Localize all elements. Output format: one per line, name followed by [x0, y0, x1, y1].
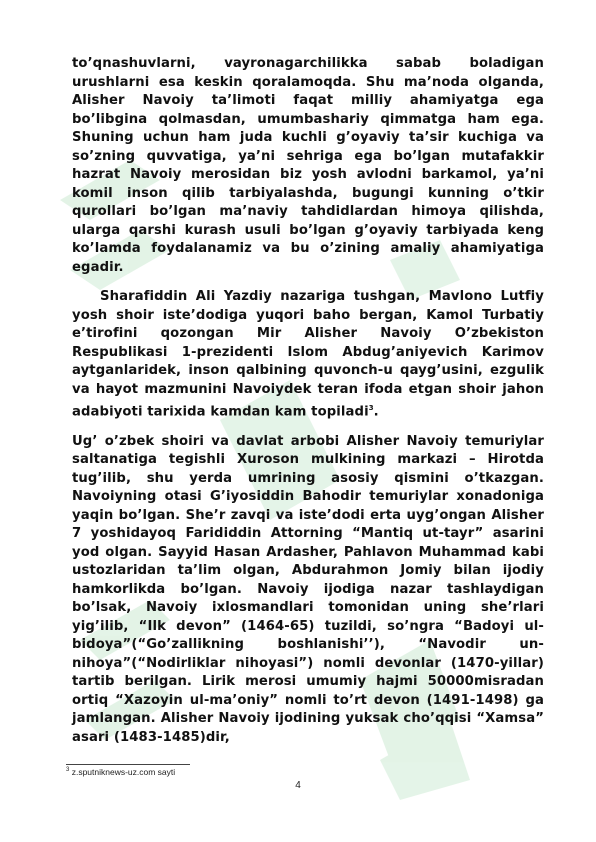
footnote-text: z.sputniknews-uz.com sayti — [69, 767, 176, 777]
page-number: 4 — [295, 780, 301, 791]
document-body — [72, 55, 544, 747]
paragraph-1: to’qnashuvlarni, vayronagarchilikka sabab boladigan urushlarni esa keskin qoralamoqda. Shu ma’noda olganda, Alisher Navoiy ta’limoti faqat milliy ahamiyatga ega bo’libgina qolmasdan, umumbashariy qimmatga ham ega. Shuning uchun ham juda kuchli g’oyaviy ta’sir kuchiga va so’zning quvvatiga, ya’ni sehriga ega bo’lgan mutafakkir hazrat Navoiy merosidan biz yosh avlodni barkamol, ya’ni komil inson qilib tarbiyalashda, bugungi kunning o’tkir qurollari bo’lgan ma’naviy tahdidlardan himoya qilishda, ularga qarshi kurash usuli bo’lgan g’oyaviy tarbiyada keng ko’lamda foydalanamiz va bu o’zining amaliy ahamiyatiga egadir. — [72, 56, 544, 275]
paragraph-2 — [72, 288, 544, 422]
paragraph-3: Ug’ o’zbek shoiri va davlat arbobi Alisher Navoiy temuriylar saltanatiga tegishli Xuroson mulkining markazi – Hirotda tug’ilib, shu yerda umrining asosiy qismini o’tkazgan. Navoiyning otasi G’iyosiddin Bahodir temuriylar xonadoniga yaqin bo’lgan. She’r zavqi va iste’dodi erta uyg’ongan Alisher 7 yoshidayoq Farididdin Attorning “Mantiq ut-tayr” asarini yod olgan. Sayyid Hasan Ardasher, Pahlavon Muhammad kabi ustozlaridan ta’lim olgan, Abdurahmon Jomiy bilan ijodiy hamkorlikda bo’lgan. Navoiy ijodiga nazar tashlaydigan bo’lsak, Navoiy ixlosmandlari tomonidan uning she’rlari yig’ilib, “Ilk devon” (1464-65) tuzildi, so’ngra “Badoyi ul-bidoya”(“Go’zallikning boshlanishi’’), “Navodir un-nihoya”(“Nodirliklar nihoyasi”) nomli devonlar (1470-yillar) tartib berilgan. Lirik merosi umumiy hajmi 50000misradan ortiq “Xazoyin ul-ma’oniy” nomli to’rt devon (1491-1498) ga jamlangan. Alisher Navoiy ijodining yuksak cho’qqisi “Xamsa” asari (1483-1485)dir, — [72, 433, 544, 745]
footnote-divider — [66, 764, 190, 765]
footnote-reference[interactable]: 3 — [368, 404, 374, 412]
paragraph-2-end: . — [373, 404, 379, 420]
footnote-mark: 3 — [66, 767, 70, 774]
paragraph-2-text: Sharafiddin Ali Yazdiy nazariga tushgan, Mavlono Lutfiy yosh shoir iste’dodiga yuqori baho bergan, Kamol Turbatiy e’tirofini qozongan Mir Alisher Navoiy O’zbekiston Respublikasi 1-prezidenti Islom Abdug’aniyevich Karimov aytganlaridek, inson qalbining quvonch-u qayg’usini, ezgulik va hayot mazmunini Navoiydek teran ifoda etgan shoir jahon adabiyoti tarixida kamdan kam topiladi — [72, 289, 544, 420]
footnote — [66, 767, 175, 777]
